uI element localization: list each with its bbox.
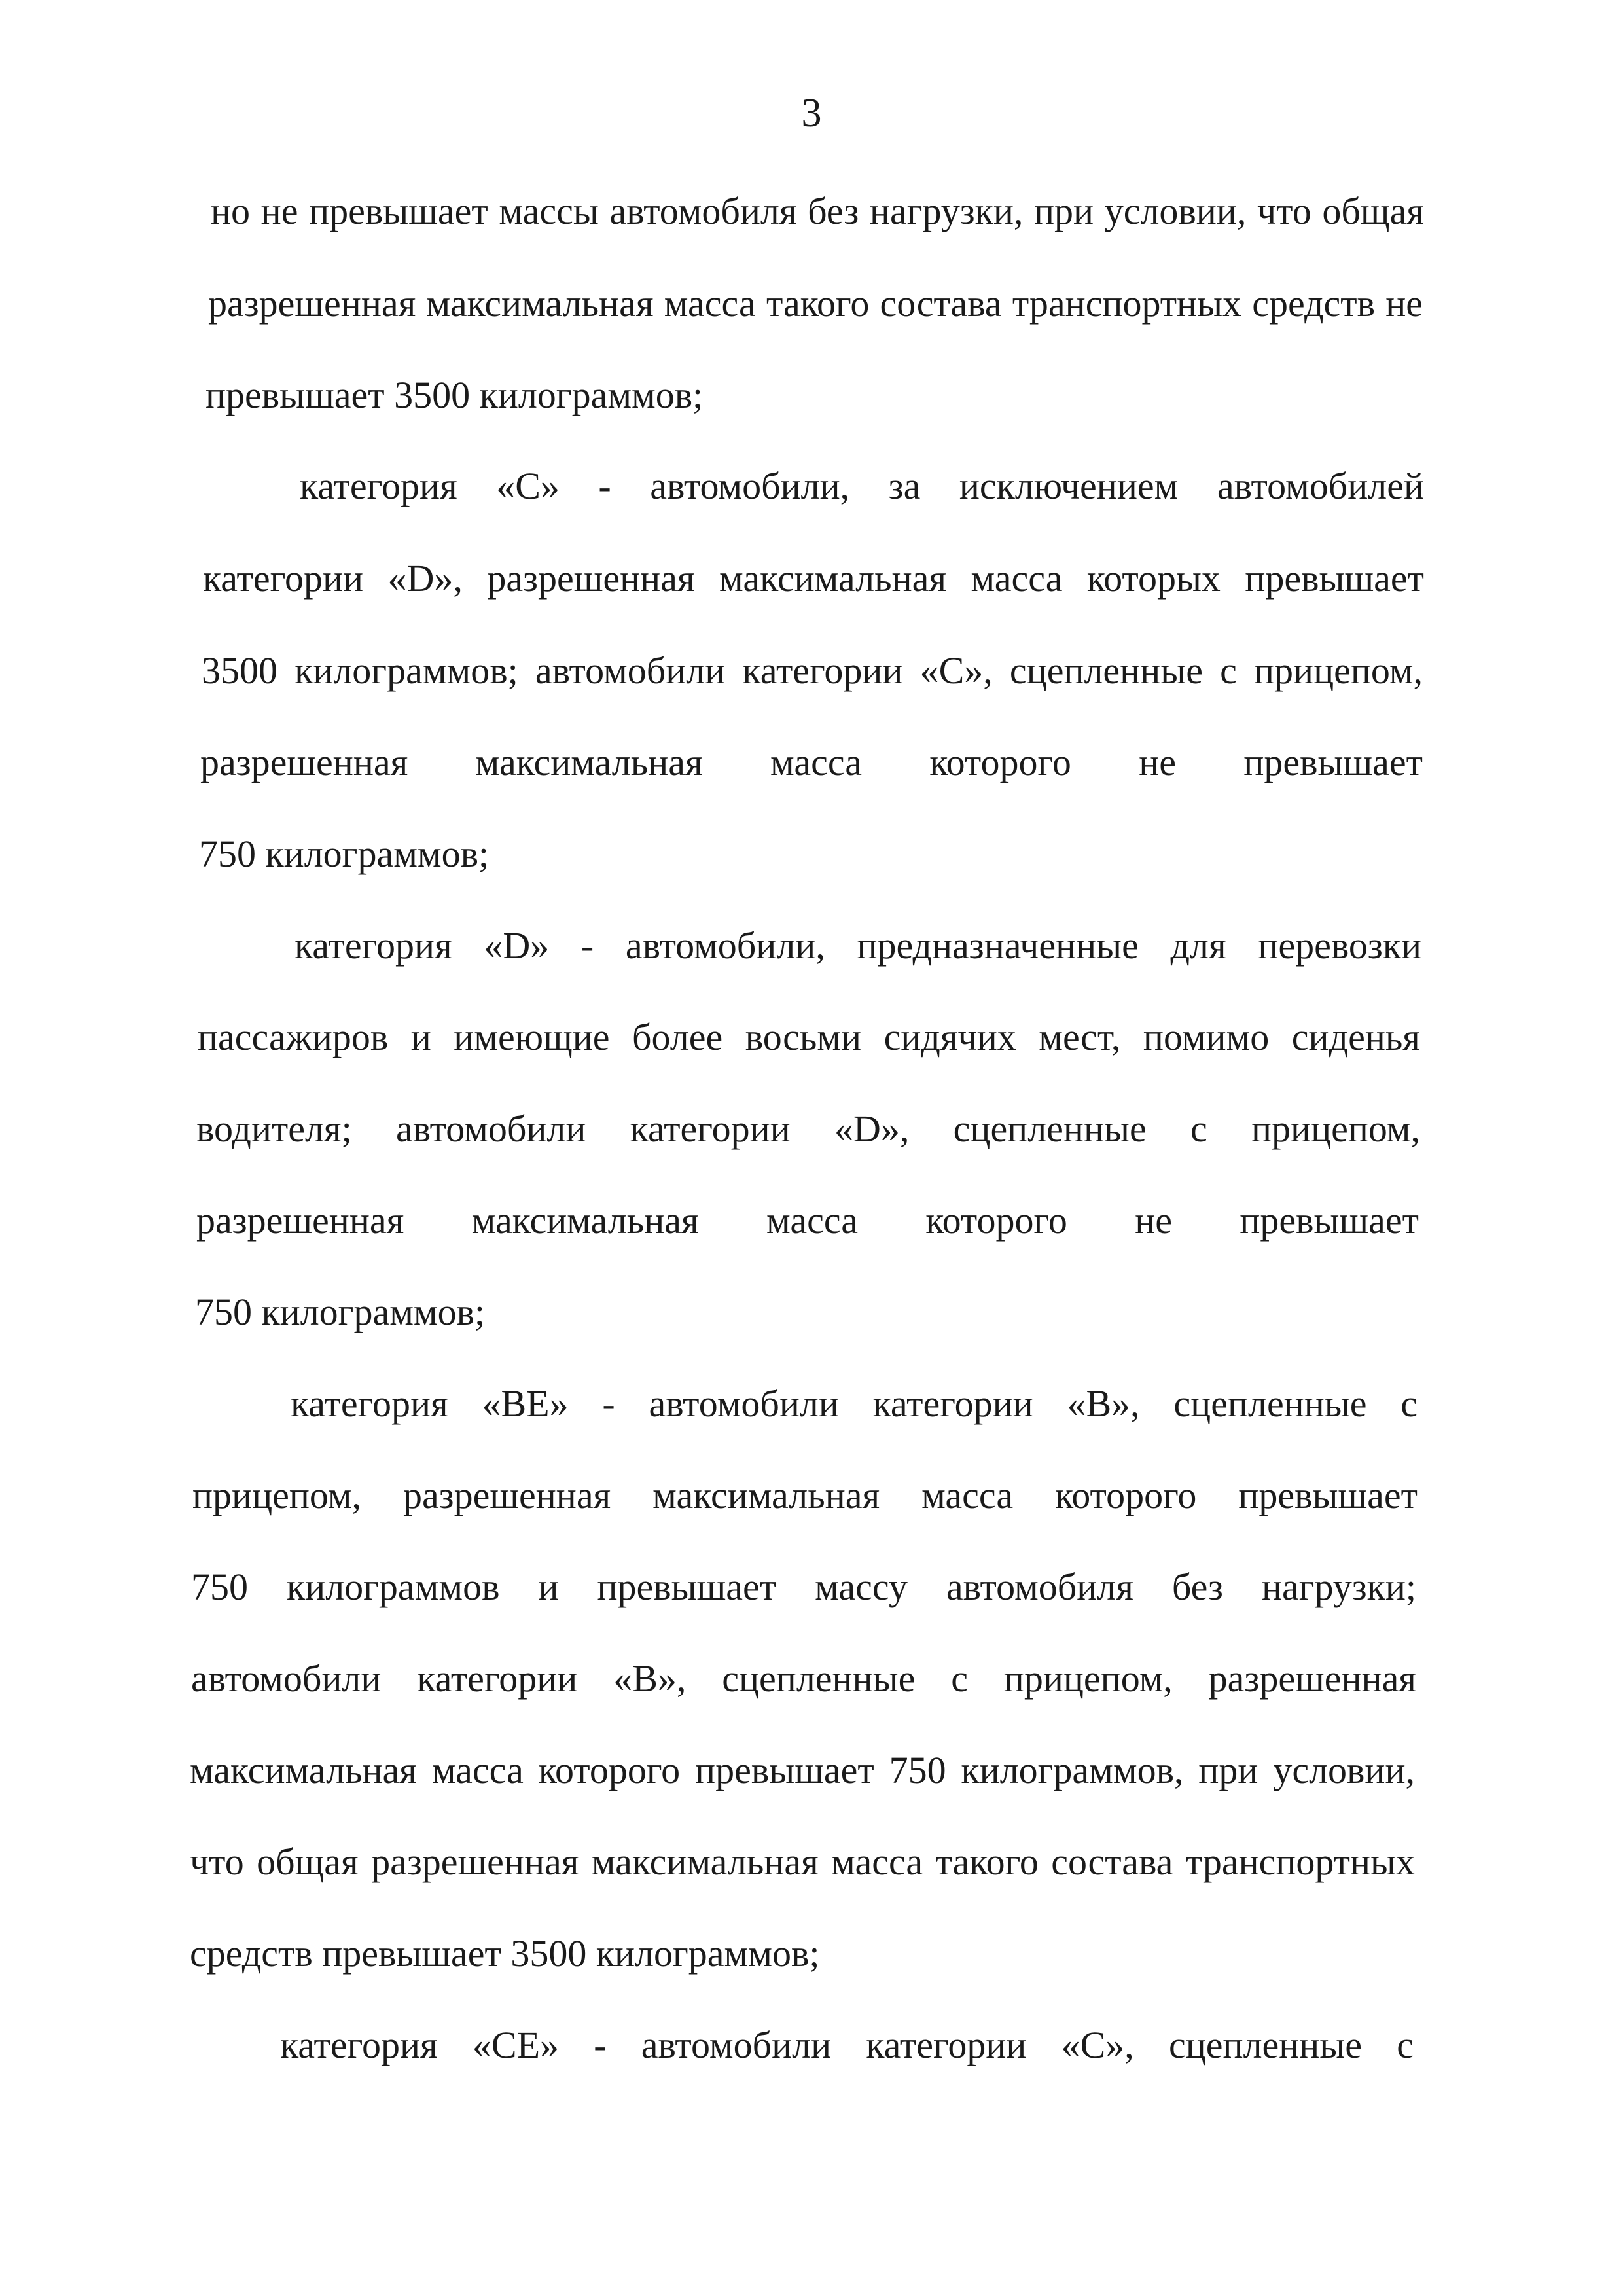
text-line: средств превышает 3500 килограммов; [190, 1932, 820, 1975]
text-line: но не превышает массы автомобиля без нагрузки, при условии, что общая [211, 190, 1424, 232]
text-line: разрешенная максимальная масса такого состава транспортных средств не [208, 282, 1423, 325]
text-line: 750 килограммов; [199, 833, 490, 875]
text-line: категория «СЕ» - автомобили категории «С», сцепленные с [280, 2024, 1414, 2066]
text-line: категория «D» - автомобили, предназначенные для перевозки [294, 924, 1421, 967]
text-line: пассажиров и имеющие более восьми сидячих мест, помимо сиденья [198, 1016, 1420, 1058]
text-line: водителя; автомобили категории «D», сцепленные с прицепом, [196, 1107, 1420, 1150]
text-line: прицепом, разрешенная максимальная масса которого превышает [192, 1474, 1418, 1516]
text-line: разрешенная максимальная масса которого не превышает [196, 1199, 1419, 1242]
text-line: 750 килограммов; [195, 1291, 486, 1333]
text-line: разрешенная максимальная масса которого не превышает [200, 741, 1423, 783]
text-line: максимальная масса которого превышает 750 килограммов, при условии, [190, 1749, 1415, 1791]
page-number: 3 [801, 91, 822, 135]
text-line: категория «ВЕ» - автомобили категории «В», сцепленные с [291, 1382, 1418, 1425]
text-line: категория «С» - автомобили, за исключением автомобилей [300, 465, 1424, 507]
text-line: что общая разрешенная максимальная масса такого состава транспортных [190, 1840, 1415, 1883]
text-line: категории «D», разрешенная максимальная масса которых превышает [203, 557, 1424, 600]
text-line: 750 килограммов и превышает массу автомобиля без нагрузки; [191, 1566, 1416, 1608]
text-line: превышает 3500 килограммов; [205, 374, 704, 416]
text-line: 3500 килограммов; автомобили категории «С», сцепленные с прицепом, [202, 649, 1423, 692]
text-line: автомобили категории «В», сцепленные с прицепом, разрешенная [191, 1657, 1416, 1700]
